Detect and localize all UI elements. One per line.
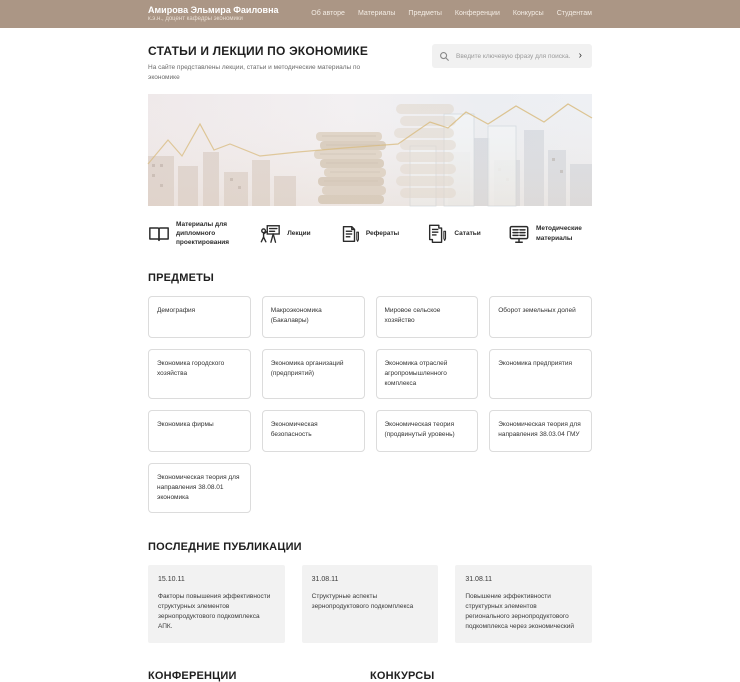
page-description: На сайте представлены лекции, статьи и методические материалы по экономике xyxy=(148,64,361,81)
subjects-grid xyxy=(148,296,592,513)
category-label: Лекции xyxy=(287,229,311,237)
subject-card[interactable]: Демография xyxy=(148,296,251,338)
publications-heading: ПОСЛЕДНИЕ ПУБЛИКАЦИИ xyxy=(148,541,302,554)
author-block[interactable] xyxy=(148,5,279,22)
category-label: Методические материалы xyxy=(536,225,582,242)
footer-sections xyxy=(148,670,592,682)
nav-item[interactable]: Об авторе xyxy=(311,10,345,18)
document-pen-icon xyxy=(338,223,360,245)
subject-card[interactable]: Экономика организаций (предприятий) xyxy=(262,349,365,399)
nav-item[interactable]: Материалы xyxy=(357,10,396,18)
category-diploma-materials[interactable] xyxy=(148,220,232,248)
publication-date: 15.10.11 xyxy=(158,576,185,584)
footer-section-heading: КОНФЕРЕНЦИИ xyxy=(148,670,237,682)
intro-block xyxy=(148,44,383,83)
nav-item[interactable]: Конкурсы xyxy=(512,10,544,18)
author-degree: к.э.н., доцент кафедры экономики xyxy=(148,15,243,22)
main-nav xyxy=(311,10,592,17)
category-label: Рефераты xyxy=(365,229,400,237)
subject-card[interactable]: Экономическая безопасность xyxy=(262,410,365,452)
search-submit-button[interactable]: › xyxy=(578,50,582,61)
monitor-text-icon xyxy=(508,223,530,245)
document-pen-icon xyxy=(426,223,448,245)
publication-card[interactable] xyxy=(148,565,285,643)
publication-title: Факторы повышения эффективности структурных элементов зернопродуктового подкомплекса АПК. xyxy=(158,593,271,631)
subject-card[interactable]: Экономика фирмы xyxy=(148,410,251,452)
category-lectures[interactable] xyxy=(259,223,310,245)
category-essays[interactable] xyxy=(338,223,399,245)
subject-card[interactable]: Мировое сельское хозяйство xyxy=(376,296,479,338)
publication-card[interactable] xyxy=(302,565,439,643)
nav-item[interactable]: Студентам xyxy=(556,10,592,18)
category-shortcuts xyxy=(148,220,592,248)
publication-date: 31.08.11 xyxy=(311,576,339,584)
category-method-materials[interactable] xyxy=(508,223,592,245)
category-label: Сататьи xyxy=(454,229,481,237)
open-book-icon xyxy=(148,223,170,245)
subject-card[interactable]: Экономическая теория для направления 38.03.04 ГМУ xyxy=(489,410,592,452)
subject-card[interactable]: Макроэкономика (Бакалавры) xyxy=(262,296,365,338)
nav-item[interactable]: Конференции xyxy=(454,10,500,18)
search-icon xyxy=(439,51,450,62)
page-title: СТАТЬИ И ЛЕКЦИИ ПО ЭКОНОМИКЕ xyxy=(148,44,369,58)
category-articles[interactable] xyxy=(426,223,480,245)
publication-title: Повышение эффективности структурных элементов регионального зернопродуктового подкомплекса через экономический xyxy=(465,593,575,631)
subject-card[interactable]: Экономика отраслей агропромышленного комплекса xyxy=(376,349,479,399)
site-header xyxy=(0,0,740,28)
subject-card[interactable]: Экономическая теория для направления 38.08.01 экономика xyxy=(148,463,251,513)
subject-card[interactable]: Экономика предприятия xyxy=(489,349,592,399)
hero-banner-image xyxy=(148,94,592,206)
footer-section-heading: КОНКУРСЫ xyxy=(370,670,435,682)
subject-card[interactable]: Экономическая теория (продвинутый уровень) xyxy=(376,410,479,452)
publication-date: 31.08.11 xyxy=(465,576,493,584)
search-bar xyxy=(432,44,592,68)
subject-card[interactable]: Экономика городского хозяйства xyxy=(148,349,251,399)
category-label: Материалы для дипломного проектирования xyxy=(176,220,230,247)
publications-grid xyxy=(148,565,592,643)
nav-item[interactable]: Предметы xyxy=(408,10,442,18)
lecturer-board-icon xyxy=(259,223,281,245)
publication-card[interactable] xyxy=(455,565,592,643)
publication-title: Структурные аспекты зернопродуктового подкомплекса xyxy=(311,593,414,611)
subject-card[interactable]: Оборот земельных долей xyxy=(489,296,592,338)
author-name: Амирова Эльмира Фаиловна xyxy=(148,5,279,16)
search-input[interactable] xyxy=(456,53,570,60)
coins-city-illustration xyxy=(148,94,592,206)
subjects-heading: ПРЕДМЕТЫ xyxy=(148,271,215,284)
